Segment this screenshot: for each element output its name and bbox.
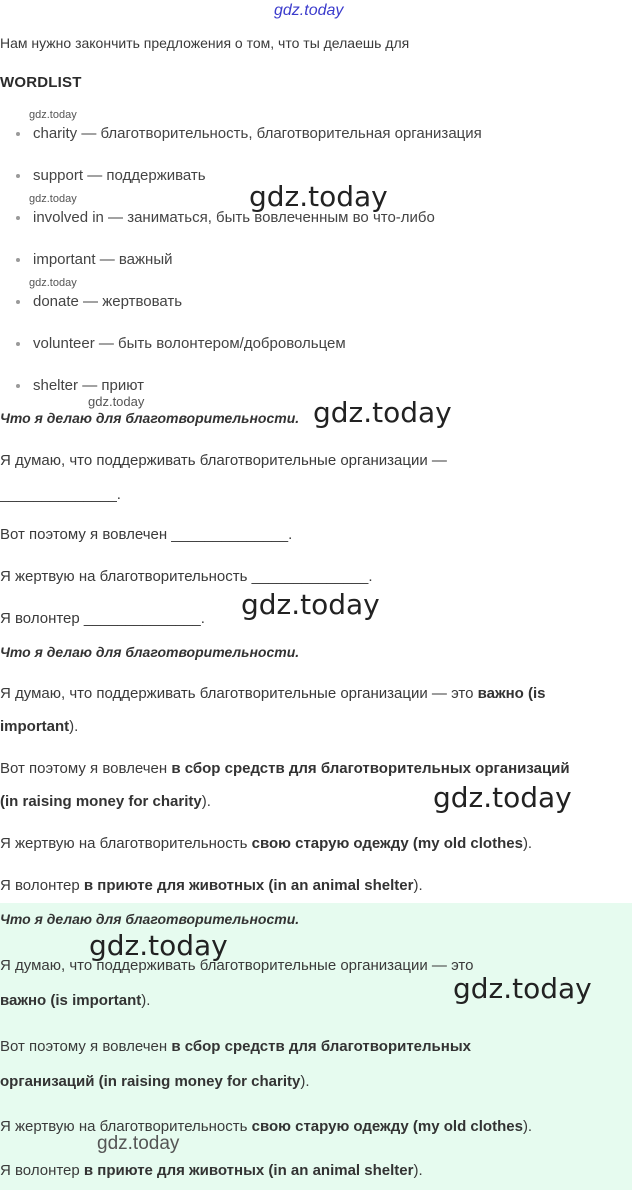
bullet-icon [16, 384, 20, 388]
answer-line-3-end: ). [522, 835, 533, 852]
wordlist-item: support — поддерживать [33, 167, 206, 184]
answer-line-4-bold: в приюте для животных (in an animal shelter [83, 877, 414, 894]
watermark-big: gdz.today [433, 781, 572, 814]
answer2-line-1: Я думаю, что поддерживать благотворительные организации — это [0, 957, 474, 974]
answer-line-2b [0, 792, 211, 812]
answer-line-1b [0, 717, 78, 737]
bullet-icon [16, 258, 20, 262]
wordlist-item: charity — благотворительность, благотворительная организация [33, 125, 482, 142]
answer-line-2 [0, 759, 570, 779]
watermark-small: gdz.today [88, 394, 145, 409]
answer2-line-3-bold: свою старую одежду (my old clothes [251, 1118, 523, 1135]
answer2-line-2 [0, 1037, 471, 1057]
answer2-line-2-text: Вот поэтому я вовлечен [0, 1038, 172, 1055]
answer-line-1 [0, 684, 546, 704]
answer-line-1b-bold: important [0, 718, 70, 735]
bullet-icon [16, 342, 20, 346]
watermark-top: gdz.today [274, 2, 344, 19]
answer2-line-2b-text: ). [300, 1073, 310, 1090]
answer2-line-2b [0, 1072, 310, 1092]
answer2-line-3-text: Я жертвую на благотворительность [0, 1118, 252, 1135]
answer2-line-4-end: ). [413, 1162, 423, 1179]
answer-line-3 [0, 834, 532, 854]
answer2-line-1b-bold: важно (is important [0, 992, 142, 1009]
task-heading: Что я делаю для благотворительности. [0, 410, 300, 426]
answer2-line-4-text: Я волонтер [0, 1162, 84, 1179]
answer-line-2b-text: ). [201, 793, 211, 810]
answer-line-4 [0, 876, 423, 896]
watermark-big: gdz.today [453, 972, 592, 1005]
answer-line-2-text: Вот поэтому я вовлечен [0, 760, 172, 777]
watermark-small: gdz.today [29, 193, 77, 205]
answer2-line-4-bold: в приюте для животных (in an animal shelter [83, 1162, 414, 1179]
answer-line-2-bold: в сбор средств для благотворительных организаций [171, 760, 570, 777]
answer-line-1-bold: важно (is [477, 685, 546, 702]
answer-line-4-text: Я волонтер [0, 877, 84, 894]
watermark-small: gdz.today [29, 109, 77, 121]
wordlist-item: important — важный [33, 251, 173, 268]
intro-text: Нам нужно закончить предложения о том, что ты делаешь для [0, 35, 410, 51]
answer2-line-4 [0, 1161, 423, 1181]
answer2-line-3 [0, 1117, 532, 1137]
wordlist-title: WORDLIST [0, 74, 82, 91]
task-line-1-blank: ______________. [0, 486, 121, 503]
watermark-big: gdz.today [241, 588, 380, 621]
answer-line-1-text: Я думаю, что поддерживать благотворительные организации — это [0, 685, 478, 702]
answer-line-3-text: Я жертвую на благотворительность [0, 835, 252, 852]
wordlist-item: donate — жертвовать [33, 293, 183, 310]
answer2-line-1b [0, 991, 150, 1011]
task-line-1: Я думаю, что поддерживать благотворительные организации — [0, 452, 447, 469]
task-line-4: Я волонтер ______________. [0, 610, 205, 627]
answer-line-4-end: ). [413, 877, 423, 894]
watermark-big: gdz.today [89, 929, 228, 962]
wordlist-item: volunteer — быть волонтером/добровольцем [33, 335, 346, 352]
answer-heading: Что я делаю для благотворительности. [0, 644, 300, 660]
task-line-3: Я жертвую на благотворительность ______________. [0, 568, 373, 585]
bullet-icon [16, 216, 20, 220]
answer2-line-3-end: ). [522, 1118, 533, 1135]
answer-line-1b-text: ). [69, 718, 79, 735]
watermark-small: gdz.today [97, 1133, 180, 1154]
wordlist-item: involved in — заниматься, быть вовлеченным во что-либо [33, 209, 435, 226]
watermark-big: gdz.today [249, 180, 388, 213]
task-line-2: Вот поэтому я вовлечен ______________. [0, 526, 293, 543]
answer2-line-1b-text: ). [141, 992, 151, 1009]
wordlist-item: shelter — приют [33, 377, 144, 394]
answer2-heading: Что я делаю для благотворительности. [0, 911, 300, 927]
bullet-icon [16, 300, 20, 304]
answer2-line-2-bold: в сбор средств для благотворительных [171, 1038, 471, 1055]
bullet-icon [16, 174, 20, 178]
answer-line-2b-bold: (in raising money for charity [0, 793, 202, 810]
answer2-line-2b-bold: организаций (in raising money for charity [0, 1073, 301, 1090]
watermark-big: gdz.today [313, 396, 452, 429]
watermark-small: gdz.today [29, 277, 77, 289]
bullet-icon [16, 132, 20, 136]
answer-line-3-bold: свою старую одежду (my old clothes [251, 835, 523, 852]
